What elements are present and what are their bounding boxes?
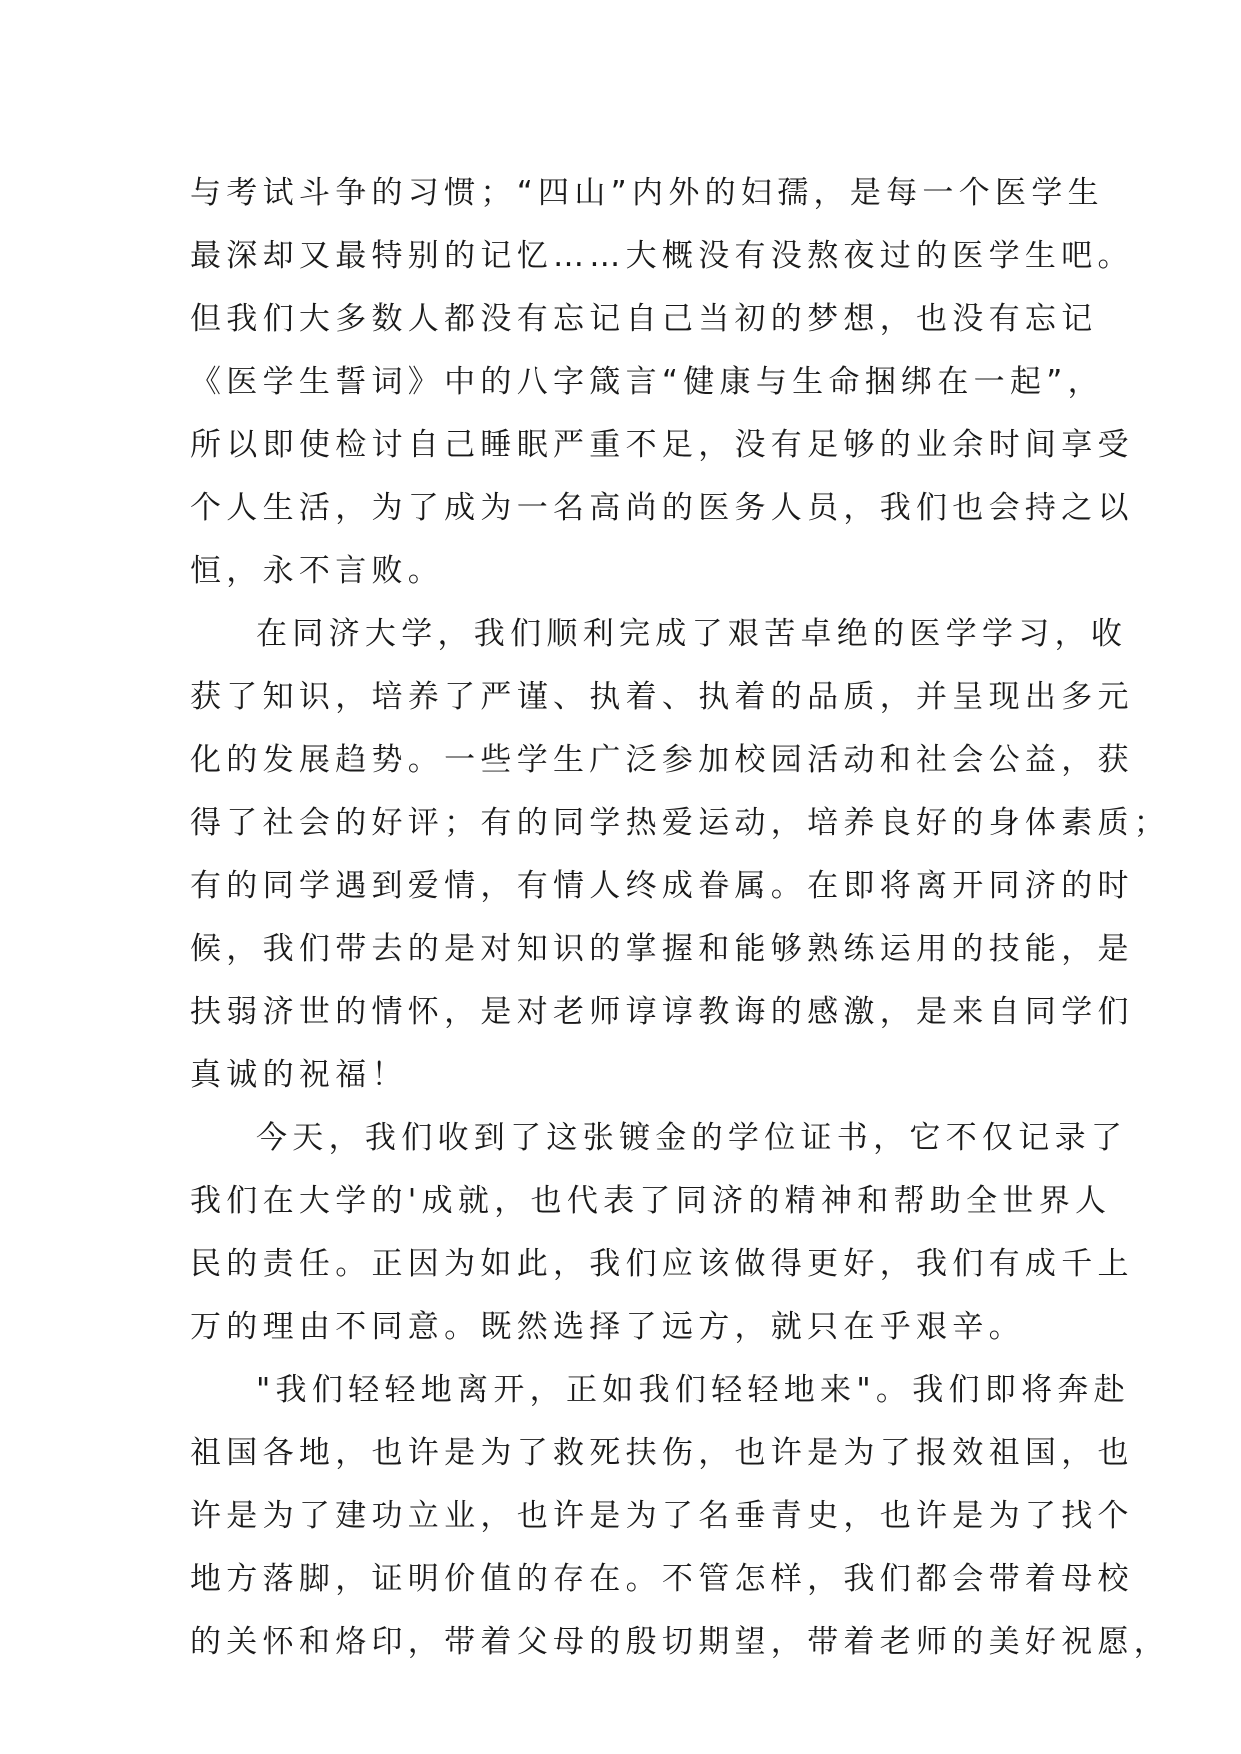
text-line: 最深却又最特别的记忆……大概没有没熬夜过的医学生吧。 [190, 238, 1134, 274]
text-line: 的关怀和烙印，带着父母的殷切期望，带着老师的美好祝愿， [190, 1624, 1171, 1660]
text-line: 与考试斗争的习惯；“四山”内外的妇孺，是每一个医学生 [190, 175, 1104, 211]
text-line: 候，我们带去的是对知识的掌握和能够熟练运用的技能，是 [190, 931, 1134, 967]
text-line: 我们在大学的'成就，也代表了同济的精神和帮助全世界人 [190, 1183, 1112, 1219]
text-line: 地方落脚，证明价值的存在。不管怎样，我们都会带着母校 [190, 1561, 1134, 1597]
body-text [190, 162, 1171, 1674]
text-line: 恒，永不言败。 [190, 553, 445, 589]
text-line: 得了社会的好评；有的同学热爱运动，培养良好的身体素质； [190, 805, 1171, 841]
text-line: 《医学生誓词》中的八字箴言“健康与生命捆绑在一起”， [190, 364, 1104, 400]
paragraph-first-line: 在同济大学，我们顺利完成了艰苦卓绝的医学学习，收 [256, 616, 1128, 652]
text-line: 但我们大多数人都没有忘记自己当初的梦想，也没有忘记 [190, 301, 1098, 337]
text-line: 所以即使检讨自己睡眠严重不足，没有足够的业余时间享受 [190, 427, 1134, 463]
text-line: 化的发展趋势。一些学生广泛参加校园活动和社会公益，获 [190, 742, 1134, 778]
text-line: 民的责任。正因为如此，我们应该做得更好，我们有成千上 [190, 1246, 1134, 1282]
paragraph-first-line: "我们轻轻地离开，正如我们轻轻地来"。我们即将奔赴 [256, 1372, 1131, 1408]
paragraph-first-line: 今天，我们收到了这张镀金的学位证书，它不仅记录了 [256, 1120, 1128, 1156]
text-line: 有的同学遇到爱情，有情人终成眷属。在即将离开同济的时 [190, 868, 1134, 904]
text-line: 扶弱济世的情怀，是对老师谆谆教诲的感激，是来自同学们 [190, 994, 1134, 1030]
text-line: 万的理由不同意。既然选择了远方，就只在乎艰辛。 [190, 1309, 1025, 1345]
text-line: 获了知识，培养了严谨、执着、执着的品质，并呈现出多元 [190, 679, 1134, 715]
text-line: 祖国各地，也许是为了救死扶伤，也许是为了报效祖国，也 [190, 1435, 1134, 1471]
text-line: 许是为了建功立业，也许是为了名垂青史，也许是为了找个 [190, 1498, 1134, 1534]
text-line: 个人生活，为了成为一名高尚的医务人员，我们也会持之以 [190, 490, 1134, 526]
text-line: 真诚的祝福！ [190, 1057, 408, 1093]
